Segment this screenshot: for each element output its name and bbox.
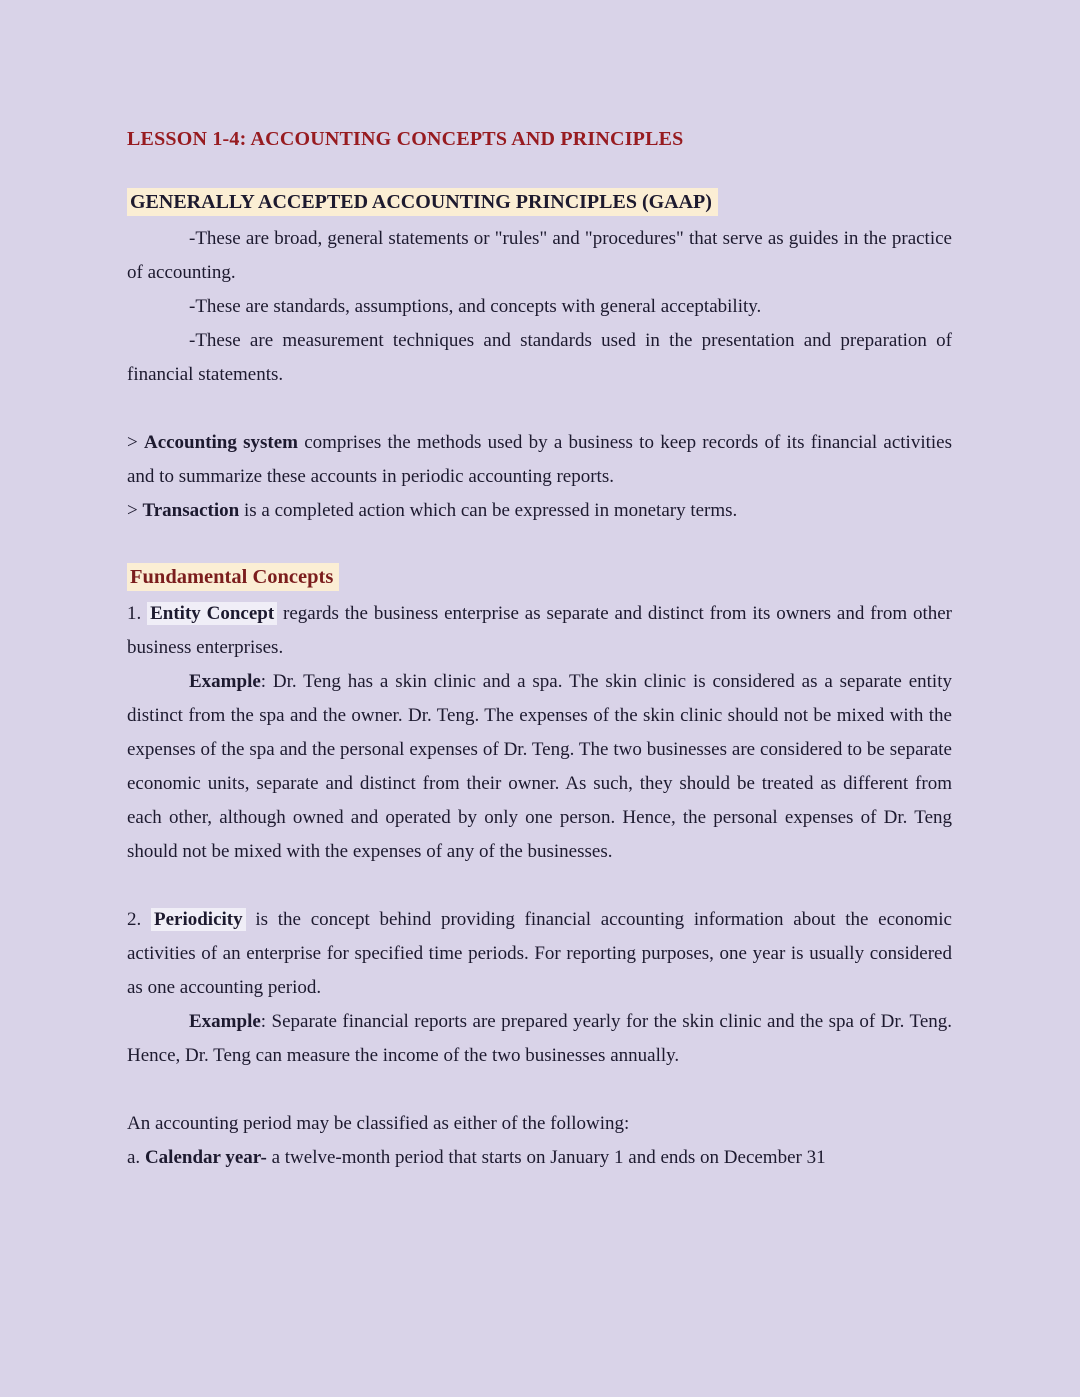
accounting-system-text: comprises the methods used by a business to keep records of its financial activities and to summarize these accounts in periodic accounting reports. — [127, 432, 952, 487]
gaap-paragraph-3: -These are measurement techniques and standards used in the presentation and preparation of financial statements. — [127, 330, 952, 385]
calendar-year-text: a twelve-month period that starts on January 1 and ends on December 31 — [266, 1147, 826, 1168]
spacer — [127, 392, 952, 426]
gaap-heading: GENERALLY ACCEPTED ACCOUNTING PRINCIPLES (GAAP) — [127, 188, 718, 216]
fundamental-heading-block — [127, 566, 952, 589]
fundamental-concepts-heading: Fundamental Concepts — [127, 563, 339, 591]
example-label: Example — [189, 1011, 261, 1032]
spacer — [127, 869, 952, 903]
item-letter: a. — [127, 1147, 145, 1168]
spacer — [127, 528, 952, 566]
entity-concept-term: Entity Concept — [147, 602, 277, 625]
transaction-term: Transaction — [142, 500, 240, 521]
periodicity-paragraph — [127, 903, 952, 1005]
entity-concept-example — [127, 665, 952, 869]
item-number: 2. — [127, 909, 151, 930]
lesson-title: LESSON 1-4: ACCOUNTING CONCEPTS AND PRINCIPLES — [127, 128, 684, 150]
accounting-system-definition — [127, 426, 952, 494]
spacer — [127, 1073, 952, 1107]
entity-concept-paragraph — [127, 597, 952, 665]
calendar-year-item — [127, 1141, 952, 1175]
gaap-heading-block — [127, 191, 952, 214]
calendar-year-term: Calendar year- — [144, 1147, 267, 1168]
accounting-period-intro: An accounting period may be classified as either of the following: — [127, 1113, 630, 1134]
periodicity-text: is the concept behind providing financial accounting information about the economic activities of an enterprise for specified time periods. For reporting purposes, one year is usually considered as one accounting period. — [127, 909, 952, 998]
bullet-marker: > — [127, 432, 144, 453]
transaction-text: is a completed action which can be expressed in monetary terms. — [239, 500, 738, 521]
example-text: : Dr. Teng has a skin clinic and a spa. The skin clinic is considered as a separate entity distinct from the spa and the owner. Dr. Teng. The expenses of the skin clinic should not be mixed with the expenses of the spa and the personal expenses of Dr. Teng. The two businesses are considered to be separate economic units, separate and distinct from their owner. As such, they should be treated as different from each other, although owned and operated by only one person. Hence, the personal expenses of Dr. Teng should not be mixed with the expenses of any of the businesses. — [127, 671, 952, 862]
periodicity-example — [127, 1005, 952, 1073]
transaction-definition — [127, 494, 952, 528]
entity-concept-text: regards the business enterprise as separate and distinct from its owners and from other business enterprises. — [127, 603, 952, 658]
accounting-system-term: Accounting system — [143, 432, 298, 453]
example-text: : Separate financial reports are prepared yearly for the skin clinic and the spa of Dr. Teng. Hence, Dr. Teng can measure the income of the two businesses annually. — [127, 1011, 952, 1066]
gaap-paragraph-1: -These are broad, general statements or "rules" and "procedures" that serve as guides in the practice of accounting. — [127, 228, 952, 283]
item-number: 1. — [127, 603, 148, 624]
example-label: Example — [189, 671, 261, 692]
periodicity-term: Periodicity — [151, 908, 246, 931]
bullet-marker: > — [127, 500, 143, 521]
gaap-paragraph-2: -These are standards, assumptions, and concepts with general acceptability. — [189, 296, 762, 317]
